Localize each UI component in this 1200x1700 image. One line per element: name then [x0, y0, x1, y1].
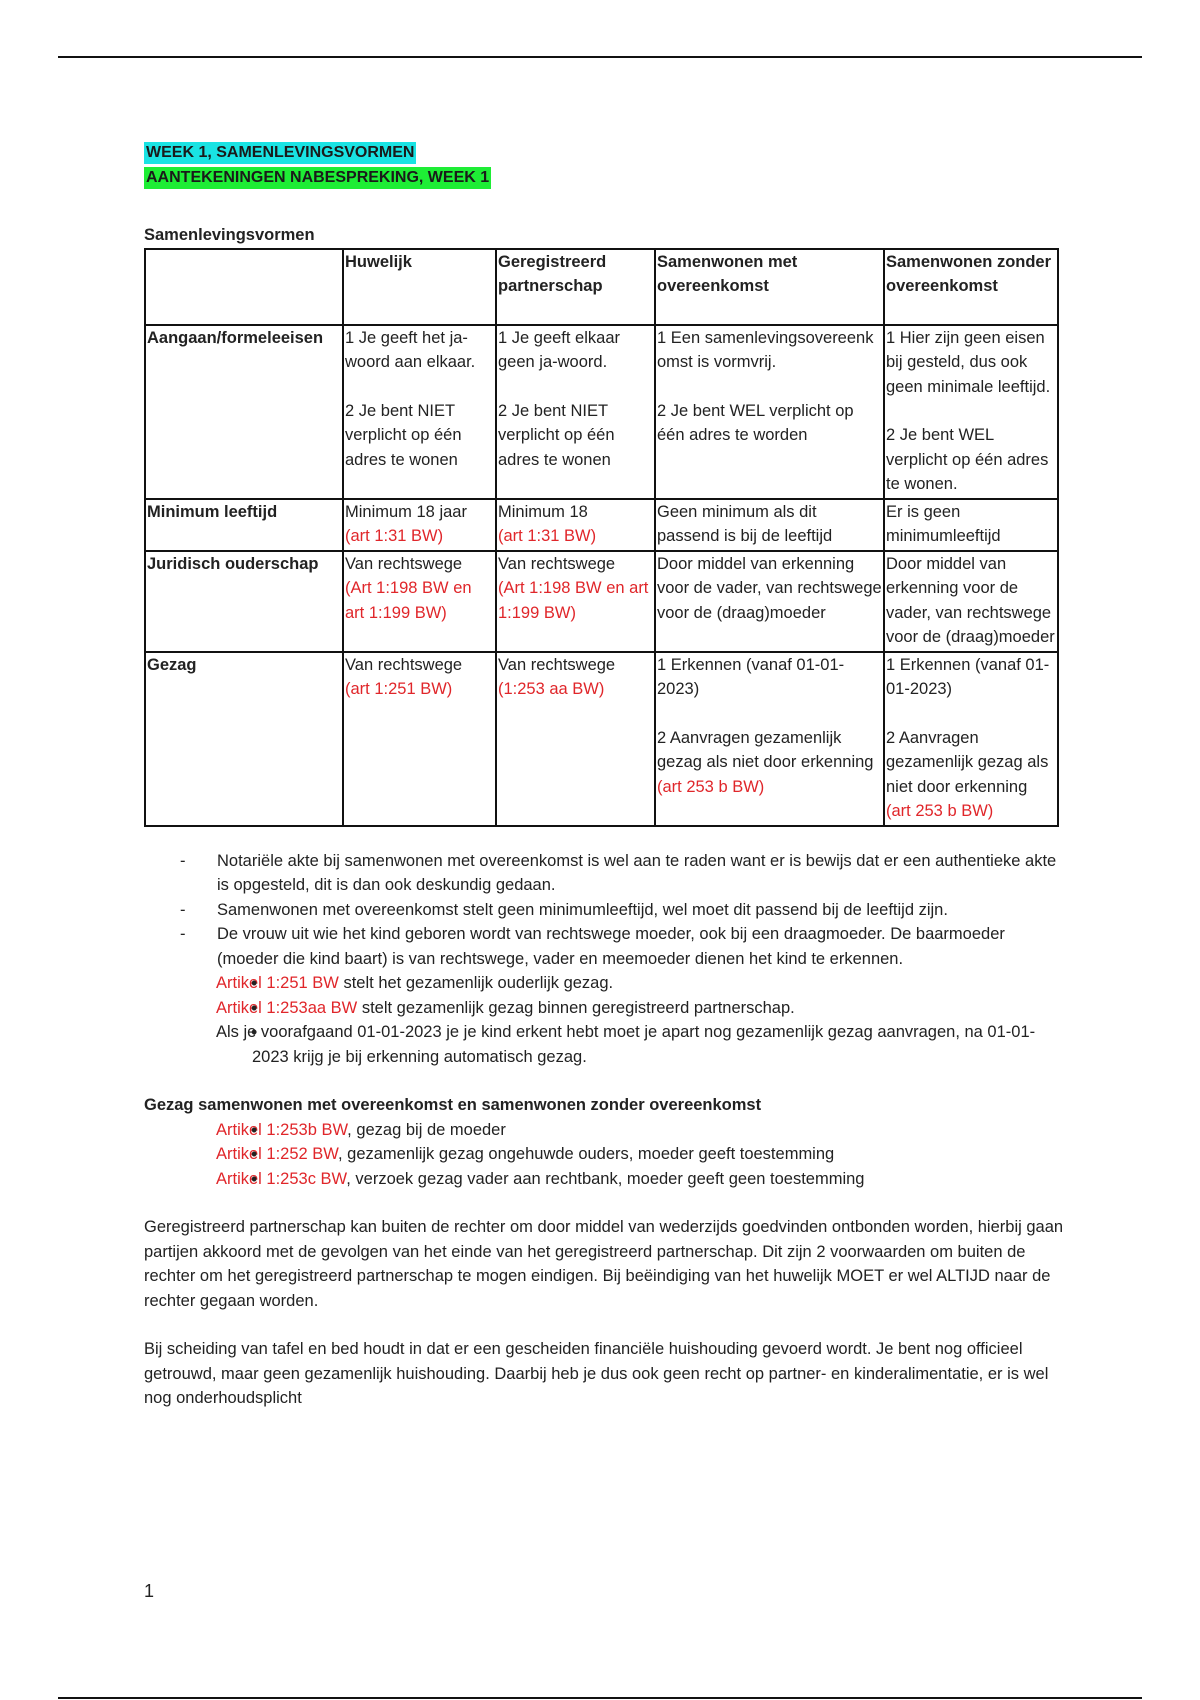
header-cell-met-overeenkomst: Samenwonen met overeenkomst — [655, 249, 884, 325]
table-cell — [884, 551, 1058, 652]
bullet-text: Als je voorafgaand 01-01-2023 je je kind erkent hebt moet je apart nog gezamenlijk gezag aanvragen, na 01-01-2023 krijg je bij erkenning automatisch gezag. — [216, 1023, 1036, 1066]
list-item: - Samenwonen met overeenkomst stelt geen minimumleeftijd, wel moet dit passend bij de leeftijd zijn. — [144, 898, 1064, 923]
cell-text: 1 Hier zijn geen eisen bij gesteld, dus ook geen minimale leeftijd. — [886, 328, 1051, 396]
cell-text: Van rechtswege — [498, 655, 616, 674]
list-item — [144, 1167, 1064, 1192]
cell-text: Van rechtswege — [345, 655, 463, 674]
table-cell — [655, 652, 884, 826]
table-row-gezag — [145, 652, 1058, 826]
paragraph-scheiding: Bij scheiding van tafel en bed houdt in dat er een gescheiden financiële huishouding gevoerd wordt. Je bent nog officieel getrouwd, maar geen gezamenlijk huishouding. Daarbij heb je dus ook geen recht op partner- en kinderalimentatie, er is wel nog onderhoudsplicht — [144, 1340, 1049, 1407]
header-cell-geregistreerd: Geregistreerd partnerschap — [496, 249, 655, 325]
cell-text: 1 Erkennen (vanaf 01-01-2023) — [886, 655, 1050, 698]
table-cell — [496, 499, 655, 551]
law-reference: (Art 1:198 BW en art 1:199 BW) — [345, 579, 472, 622]
table-cell — [343, 499, 496, 551]
row-label: Minimum leeftijd — [145, 499, 343, 551]
list-item — [144, 1142, 1064, 1167]
cell-text: 2 Je bent WEL verplicht op één adres te wonen. — [886, 426, 1049, 493]
law-reference: (art 253 b BW) — [657, 777, 765, 796]
cell-text: Minimum 18 — [498, 502, 588, 521]
table-cell — [655, 551, 884, 652]
table-header-row — [145, 249, 1058, 325]
list-item — [144, 1020, 1064, 1069]
paragraph-partnerschap: Geregistreerd partnerschap kan buiten de rechter om door middel van wederzijds goedvinden ontbonden worden, hierbij gaan partijen akkoord met de gevolgen van het einde van het geregistreerd partnerschap. Dit zijn 2 voorwaarden om buiten de rechter om het geregistreerd partnerschap te mogen eindigen. Bij beëindiging van het huwelijk MOET er wel ALTIJD naar de rechter gegaan worden. — [144, 1218, 1064, 1310]
document-body — [144, 140, 1064, 1411]
table-row-minimum-leeftijd — [145, 499, 1058, 551]
law-reference: Artikel 1:253c BW — [216, 1169, 347, 1188]
table-cell — [496, 325, 655, 499]
gezag-bullet-list — [144, 1118, 1064, 1192]
bullet-text: , gezag bij de moeder — [347, 1120, 506, 1139]
list-item — [144, 971, 1064, 996]
list-item: - Notariële akte bij samenwonen met overeenkomst is wel aan te raden want er is bewijs dat er een authentieke akte is opgesteld, dit is dan ook deskundig gedaan. — [144, 849, 1064, 898]
row-label: Gezag — [145, 652, 343, 826]
list-item: - De vrouw uit wie het kind geboren wordt van rechtswege moeder, ook bij een draagmoeder. De baarmoeder (moeder die kind baart) is van rechtswege, vader en meemoeder dienen het kind te erkennen. — [144, 922, 1064, 971]
comparison-table — [144, 248, 1059, 827]
law-reference: (art 253 b BW) — [886, 802, 994, 820]
table-cell — [884, 325, 1058, 499]
cell-text: Geen minimum als dit passend is bij de leeftijd — [657, 502, 833, 545]
page-number: 1 — [144, 1581, 155, 1601]
table-cell — [343, 652, 496, 826]
law-reference: (art 1:31 BW) — [498, 527, 597, 545]
bullet-text: stelt het gezamenlijk ouderlijk gezag. — [338, 974, 614, 992]
gezag-section-title: Gezag samenwonen met overeenkomst en samenwonen zonder overeenkomst — [144, 1096, 762, 1114]
law-reference: (art 1:31 BW) — [345, 527, 444, 545]
table-cell — [496, 652, 655, 826]
list-item — [144, 996, 1064, 1021]
table-cell — [884, 499, 1058, 551]
title-line-notes: AANTEKENINGEN NABESPREKING, WEEK 1 — [144, 167, 491, 189]
cell-text: 2 Je bent NIET verplicht op één adres te wonen — [345, 401, 462, 469]
cell-text: 2 Je bent WEL verplicht op één adres te worden — [657, 401, 854, 444]
cell-text: 2 Aanvragen gezamenlijk gezag als niet door erkenning — [886, 728, 1049, 796]
header-cell-empty — [145, 249, 343, 325]
table-cell — [343, 325, 496, 499]
table-cell — [884, 652, 1058, 826]
table-row-aangaan — [145, 325, 1058, 499]
table-cell — [496, 551, 655, 652]
header-cell-huwelijk: Huwelijk — [343, 249, 496, 325]
cell-text: 1 Je geeft het ja-woord aan elkaar. — [345, 328, 476, 371]
list-item — [144, 1118, 1064, 1143]
cell-text: 2 Aanvragen gezamenlijk gezag als niet door erkenning — [657, 728, 874, 771]
cell-text: 2 Je bent NIET verplicht op één adres te wonen — [498, 401, 615, 469]
notes-bullet-list — [144, 971, 1064, 1069]
law-reference: Artikel 1:252 BW — [216, 1145, 338, 1163]
table-row-juridisch-ouderschap — [145, 551, 1058, 652]
cell-text: Van rechtswege — [498, 554, 616, 573]
cell-text: Van rechtswege — [345, 554, 463, 573]
cell-text: 1 Je geeft elkaar geen ja-woord. — [498, 328, 620, 371]
row-label: Juridisch ouderschap — [145, 551, 343, 652]
cell-text: 1 Erkennen (vanaf 01-01-2023) — [657, 655, 845, 698]
cell-text: 1 Een samenlevingsovereenkomst is vormvrij. — [657, 328, 874, 371]
title-line-week: WEEK 1, SAMENLEVINGSVORMEN — [144, 142, 416, 164]
top-rule — [58, 56, 1142, 58]
bottom-rule — [58, 1697, 1142, 1699]
law-reference: (Art 1:198 BW en art 1:199 BW) — [498, 579, 649, 622]
table-caption: Samenlevingsvormen — [144, 226, 315, 244]
bullet-text: , gezamenlijk gezag ongehuwde ouders, moeder geeft toestemming — [337, 1145, 835, 1163]
cell-text: Minimum 18 jaar — [345, 502, 467, 521]
law-reference: Artikel 1:253aa BW — [216, 998, 358, 1017]
table-cell — [655, 325, 884, 499]
law-reference: Artikel 1:251 BW — [216, 974, 339, 992]
doc-header — [144, 140, 1064, 189]
bullet-text: , verzoek gezag vader aan rechtbank, moeder geeft geen toestemming — [346, 1169, 865, 1188]
cell-text: Er is geen minimumleeftijd — [886, 502, 1001, 545]
bullet-text: stelt gezamenlijk gezag binnen geregistreerd partnerschap. — [357, 998, 795, 1017]
law-reference: (1:253 aa BW) — [498, 680, 605, 698]
table-cell — [343, 551, 496, 652]
table-cell — [655, 499, 884, 551]
row-label: Aangaan/formeleeisen — [145, 325, 343, 499]
law-reference: (art 1:251 BW) — [345, 680, 453, 698]
law-reference: Artikel 1:253b BW — [216, 1120, 348, 1139]
cell-text: Door middel van erkenning voor de vader, van rechtswege voor de (draag)moeder — [657, 554, 882, 622]
cell-text: Door middel van erkenning voor de vader, van rechtswege voor de (draag)moeder — [886, 554, 1055, 646]
notes-list — [144, 849, 1064, 972]
header-cell-zonder-overeenkomst: Samenwonen zonder overeenkomst — [884, 249, 1058, 325]
